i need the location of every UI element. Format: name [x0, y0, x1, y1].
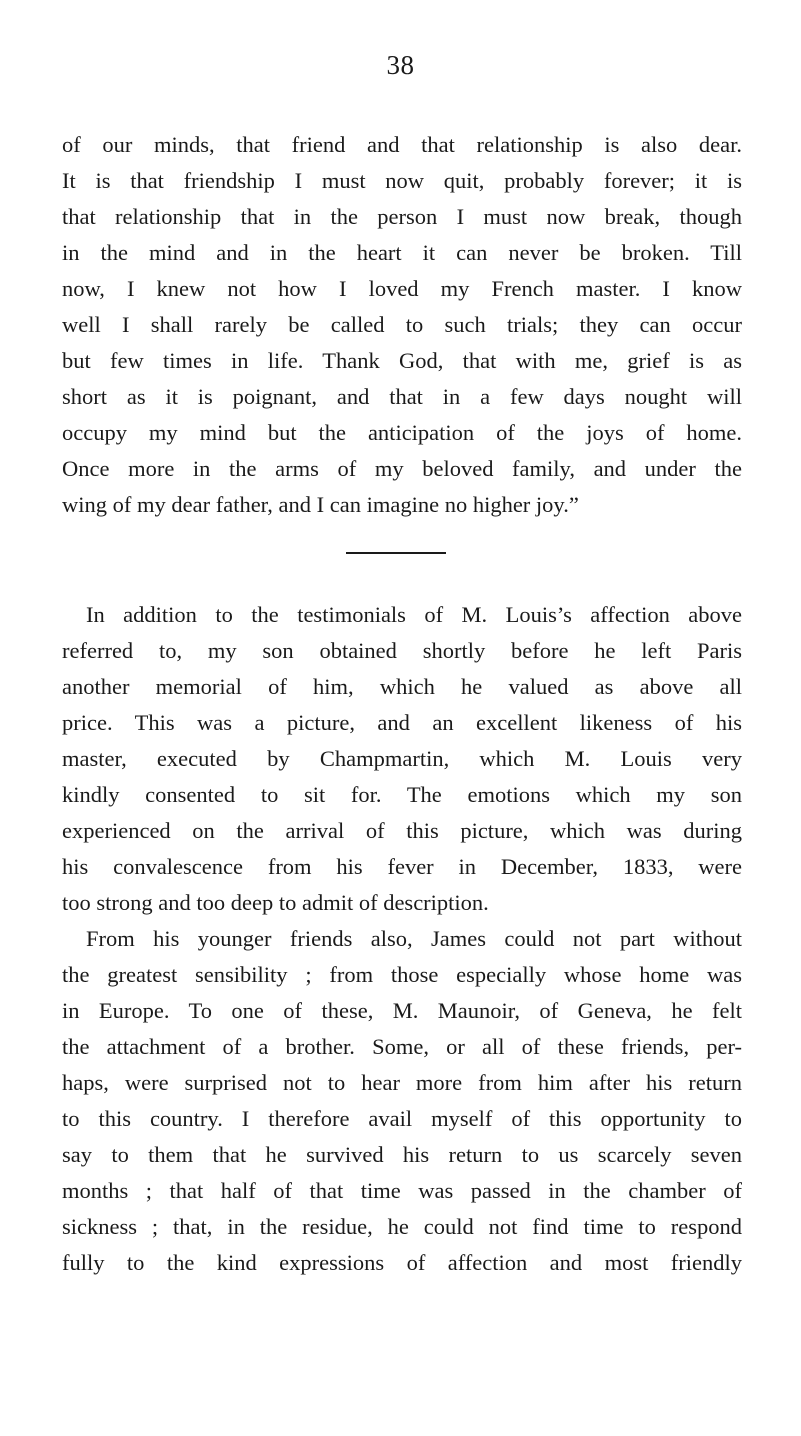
paragraph-3-line-6: to this country. I therefore avail myself of this opportunity to [62, 1106, 742, 1131]
paragraph-1-line-6: well I shall rarely be called to such trials; they can occur [62, 312, 742, 337]
paragraph-2-line-9: too strong and too deep to admit of description. [62, 890, 489, 915]
paragraph-1-line-5: now, I knew not how I loved my French master. I know [62, 276, 742, 301]
paragraph-3-line-3: in Europe. To one of these, M. Maunoir, of Geneva, he felt [62, 998, 742, 1023]
paragraph-3-line-8: months ; that half of that time was passed in the chamber of [62, 1178, 742, 1203]
paragraph-2-line-6: kindly consented to sit for. The emotions which my son [62, 782, 742, 807]
paragraph-3-line-10: fully to the kind expressions of affection and most friendly [62, 1250, 742, 1275]
paragraph-1-line-11: wing of my dear father, and I can imagine no higher joy.” [62, 492, 579, 517]
paragraph-3-line-4: the attachment of a brother. Some, or all of these friends, per- [62, 1034, 742, 1059]
paragraph-3-line-1: From his younger friends also, James could not part without [86, 926, 742, 951]
paragraph-1-line-10: Once more in the arms of my beloved family, and under the [62, 456, 742, 481]
paragraph-1-line-4: in the mind and in the heart it can never be broken. Till [62, 240, 742, 265]
paragraph-1-line-9: occupy my mind but the anticipation of the joys of home. [62, 420, 742, 445]
paragraph-2-line-1: In addition to the testimonials of M. Louis’s affection above [86, 602, 742, 627]
paragraph-1-line-7: but few times in life. Thank God, that with me, grief is as [62, 348, 742, 373]
paragraph-3-line-2: the greatest sensibility ; from those especially whose home was [62, 962, 742, 987]
paragraph-1-line-2: It is that friendship I must now quit, probably forever; it is [62, 168, 742, 193]
paragraph-3-line-7: say to them that he survived his return to us scarcely seven [62, 1142, 742, 1167]
paragraph-3-line-9: sickness ; that, in the residue, he could not find time to respond [62, 1214, 742, 1239]
paragraph-2-line-3: another memorial of him, which he valued as above all [62, 674, 742, 699]
paragraph-2-line-8: his convalescence from his fever in December, 1833, were [62, 854, 742, 879]
paragraph-2-line-5: master, executed by Champmartin, which M. Louis very [62, 746, 742, 771]
paragraph-1-line-1: of our minds, that friend and that relationship is also dear. [62, 132, 742, 157]
section-divider [346, 552, 446, 554]
paragraph-2-line-7: experienced on the arrival of this picture, which was during [62, 818, 742, 843]
paragraph-2-line-2: referred to, my son obtained shortly before he left Paris [62, 638, 742, 663]
paragraph-1-line-8: short as it is poignant, and that in a few days nought will [62, 384, 742, 409]
paragraph-2-line-4: price. This was a picture, and an excellent likeness of his [62, 710, 742, 735]
page-number: 38 [386, 50, 415, 80]
paragraph-1-line-3: that relationship that in the person I must now break, though [62, 204, 742, 229]
paragraph-3-line-5: haps, were surprised not to hear more from him after his return [62, 1070, 742, 1095]
